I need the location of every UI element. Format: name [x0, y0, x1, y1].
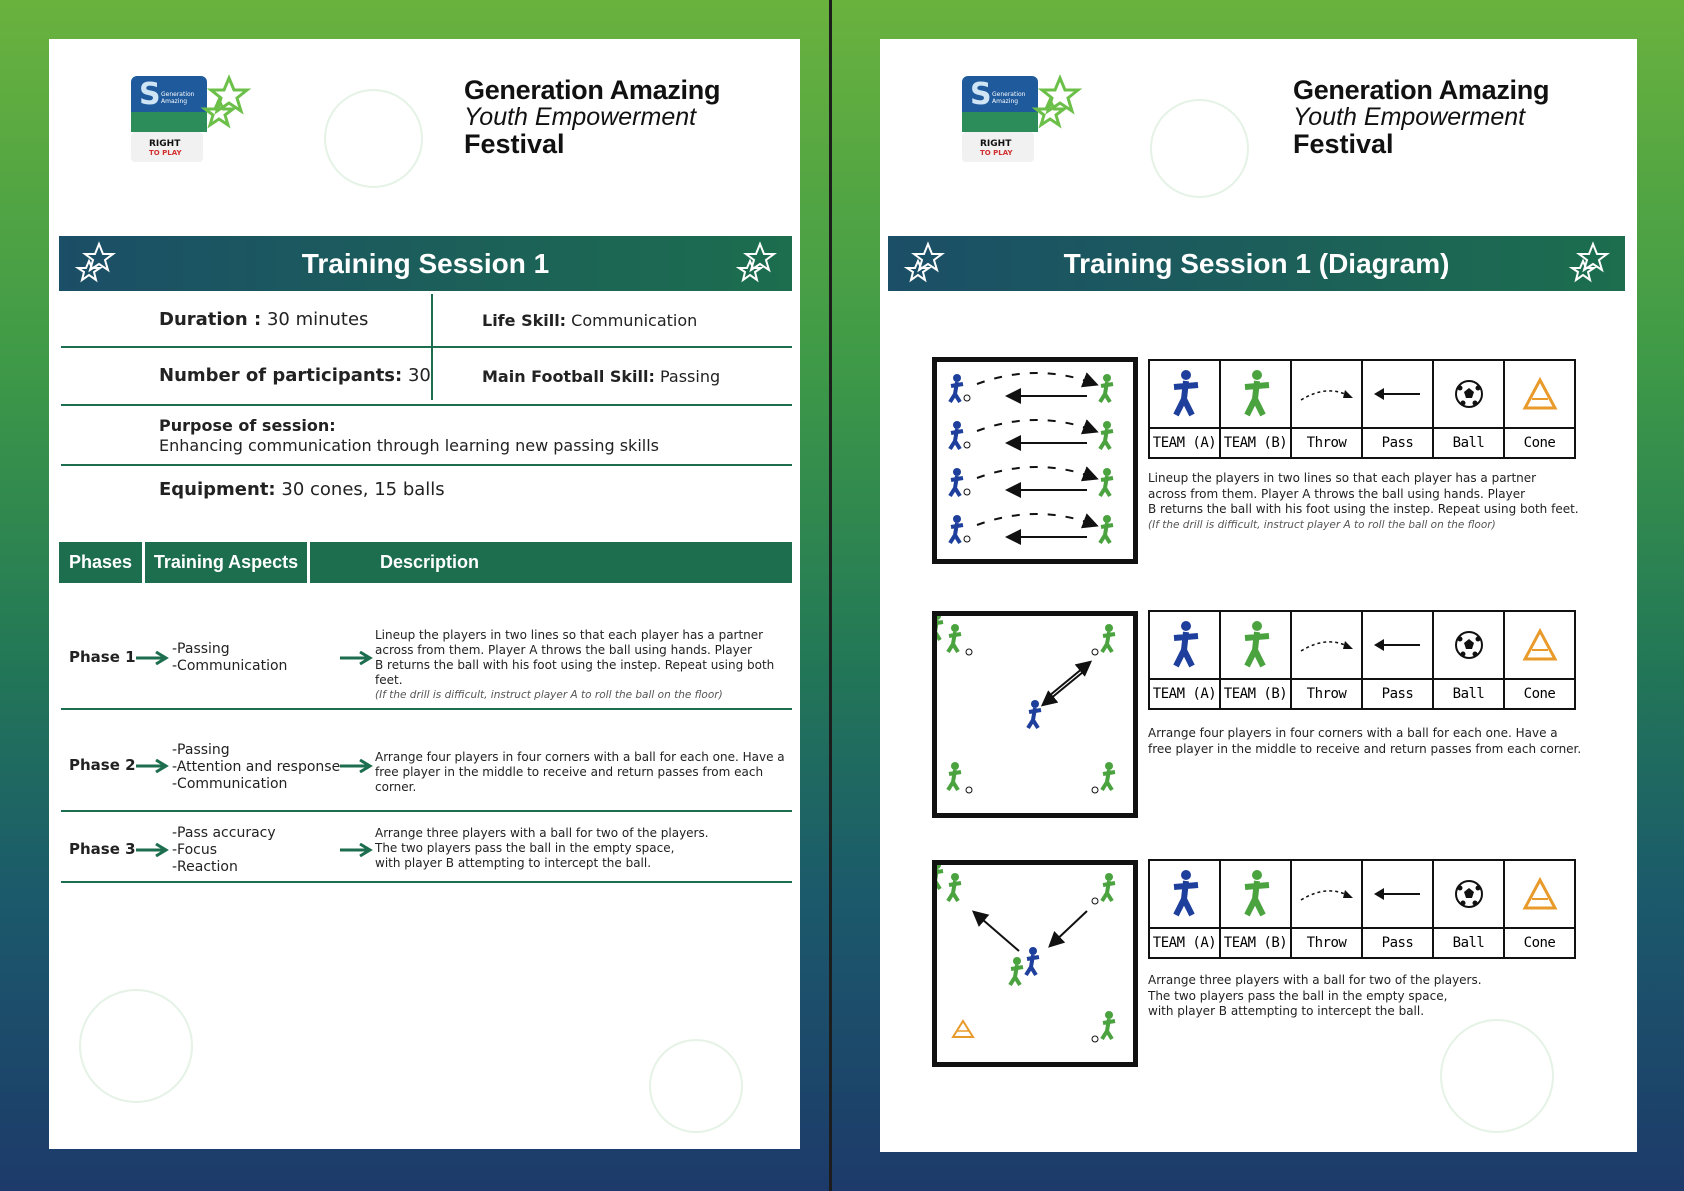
legend-label: TEAM (B): [1221, 678, 1290, 708]
brand-line-3: Festival: [1293, 129, 1394, 159]
legend-pass: [1363, 612, 1434, 708]
legend-label: Ball: [1434, 678, 1503, 708]
participants-label: Number of participants:: [159, 365, 403, 386]
page-title: Training Session 1 (Diagram): [1063, 247, 1450, 279]
phase-1-aspects: [172, 641, 287, 675]
legend-throw: [1292, 612, 1363, 708]
pass-arrow-icon: [1374, 887, 1422, 901]
ball-icon: [1454, 630, 1484, 660]
legend-label: Throw: [1292, 927, 1361, 957]
svg-text:Amazing: Amazing: [161, 98, 188, 105]
legend-cone: [1505, 612, 1574, 708]
arrow-icon: [135, 843, 169, 857]
desc-line: B returns the ball with his foot using the instep. Repeat using both feet.: [375, 658, 775, 687]
legend-team-b: [1221, 861, 1292, 957]
legend-throw: [1292, 361, 1363, 457]
arrow-icon: [135, 759, 169, 773]
desc-line: Lineup the players in two lines so that each player has a partner: [375, 628, 764, 642]
legend-label: Pass: [1363, 678, 1432, 708]
drill-3-diagram: [937, 865, 1133, 1062]
generation-amazing-logo: [127, 72, 257, 164]
right-page: [880, 39, 1637, 1152]
brand-line-1: Generation Amazing: [464, 75, 721, 105]
aspect: -Focus: [172, 842, 218, 858]
desc-line: Arrange three players with a ball for two of the players.: [1148, 973, 1482, 987]
legend-pass: [1363, 361, 1434, 457]
pass-arrow-icon: [1374, 387, 1422, 401]
team-a-icon: [1168, 620, 1202, 670]
phase-1-label: Phase 1: [69, 648, 136, 666]
desc-line: with player B attempting to intercept the ball.: [375, 856, 652, 870]
svg-text:RIGHT: RIGHT: [149, 139, 181, 149]
arrow-icon: [339, 759, 373, 773]
aspect: -Communication: [172, 658, 288, 674]
ball-icon: [1454, 879, 1484, 909]
brand-line-3: Festival: [464, 129, 565, 159]
legend-pass: [1363, 861, 1434, 957]
svg-text:TO PLAY: TO PLAY: [980, 149, 1013, 157]
brand-title: [1293, 77, 1549, 158]
desc-line: Arrange three players with a ball for two of the players.: [375, 826, 709, 840]
phase-3-label: Phase 3: [69, 840, 136, 858]
info-divider: [431, 294, 433, 346]
desc-note: (If the drill is difficult, instruct player A to roll the ball on the floor): [1148, 518, 1496, 531]
row-divider: [61, 881, 792, 883]
legend-1: [1148, 359, 1576, 459]
team-b-icon: [1239, 869, 1273, 919]
diagram-2-description: [1148, 726, 1588, 757]
diagram-1-description: [1148, 471, 1588, 533]
legend-label: TEAM (A): [1150, 427, 1219, 457]
phases-header: Phases: [59, 542, 142, 583]
cone-icon: [1522, 628, 1558, 662]
star-icon: [1567, 241, 1611, 285]
desc-line: with player B attempting to intercept the ball.: [1148, 1004, 1425, 1018]
duration-value: 30 minutes: [266, 309, 369, 330]
aspects-header: Training Aspects: [145, 542, 307, 583]
description-header: Description: [310, 542, 792, 583]
row-divider: [61, 404, 792, 406]
football-skill-value: Passing: [659, 367, 721, 386]
page-divider: [829, 0, 832, 1191]
life-skill-label: Life Skill:: [482, 311, 567, 330]
duration-label: Duration :: [159, 309, 262, 330]
purpose-info: [159, 416, 659, 456]
svg-text:TO PLAY: TO PLAY: [149, 149, 182, 157]
row-divider: [61, 346, 792, 348]
brand-title: [464, 77, 720, 158]
row-divider: [61, 810, 792, 812]
legend-ball: [1434, 861, 1505, 957]
purpose-label: Purpose of session:: [159, 416, 336, 435]
desc-line: The two players pass the ball in the empty space,: [375, 841, 675, 855]
arrow-icon: [135, 651, 169, 665]
drill-field-3: [932, 860, 1138, 1067]
desc-line: across from them. Player A throws the ball using hands. Player: [1148, 486, 1526, 501]
session-title-banner: [59, 236, 792, 291]
legend-label: Ball: [1434, 927, 1503, 957]
aspect: -Communication: [172, 776, 288, 792]
brand-line-1: Generation Amazing: [1293, 75, 1550, 105]
legend-ball: [1434, 612, 1505, 708]
legend-team-a: [1150, 361, 1221, 457]
pass-arrow-icon: [1374, 638, 1422, 652]
aspect: -Reaction: [172, 859, 238, 875]
arrow-icon: [339, 843, 373, 857]
aspect: -Passing: [172, 641, 230, 657]
arrow-icon: [339, 651, 373, 665]
phase-2-label: Phase 2: [69, 756, 136, 774]
phase-3-description: [375, 826, 795, 871]
svg-text:Amazing: Amazing: [992, 98, 1019, 105]
drill-field-2: [932, 611, 1138, 818]
legend-label: Pass: [1363, 927, 1432, 957]
throw-arrow-icon: [1299, 384, 1355, 404]
legend-team-a: [1150, 612, 1221, 708]
brand-line-2: Youth Empowerment: [1293, 103, 1526, 131]
desc-line: B returns the ball with his foot using the instep. Repeat using both feet.: [1148, 502, 1579, 516]
aspect: -Attention and response: [172, 759, 341, 775]
svg-text:Generation: Generation: [161, 91, 195, 98]
team-a-icon: [1168, 369, 1202, 419]
team-b-icon: [1239, 369, 1273, 419]
desc-line: across from them. Player A throws the ball using hands. Player: [375, 643, 753, 657]
phase-2-aspects: [172, 742, 340, 793]
legend-3: [1148, 859, 1576, 959]
legend-team-b: [1221, 361, 1292, 457]
phase-3-aspects: [172, 825, 276, 876]
star-icon: [734, 241, 778, 285]
brand-line-2: Youth Empowerment: [464, 103, 697, 131]
svg-text:S: S: [139, 77, 161, 112]
aspect: -Passing: [172, 742, 230, 758]
desc-line: free player in the middle to receive and return passes from each corner.: [375, 765, 764, 794]
desc-line: Arrange four players in four corners with a ball for each one. Have a: [375, 750, 785, 764]
legend-label: Ball: [1434, 427, 1503, 457]
legend-team-a: [1150, 861, 1221, 957]
svg-text:RIGHT: RIGHT: [980, 139, 1012, 149]
legend-label: Throw: [1292, 427, 1361, 457]
phase-2-description: [375, 750, 800, 795]
duration-info: [159, 309, 368, 330]
desc-line: The two players pass the ball in the empty space,: [1148, 988, 1448, 1003]
legend-label: Pass: [1363, 427, 1432, 457]
drill-2-diagram: [937, 616, 1133, 813]
desc-line: Lineup the players in two lines so that each player has a partner: [1148, 471, 1537, 485]
legend-cone: [1505, 361, 1574, 457]
legend-label: Cone: [1505, 927, 1574, 957]
svg-text:S: S: [970, 77, 992, 112]
football-skill-info: [482, 367, 720, 386]
purpose-value: Enhancing communication through learning new passing skills: [159, 436, 659, 455]
desc-line: Arrange four players in four corners with a ball for each one. Have a: [1148, 726, 1558, 740]
life-skill-info: [482, 311, 697, 330]
row-divider: [61, 464, 792, 466]
throw-arrow-icon: [1299, 884, 1355, 904]
team-a-icon: [1168, 869, 1202, 919]
info-divider: [431, 348, 433, 400]
legend-label: TEAM (B): [1221, 427, 1290, 457]
legend-throw: [1292, 861, 1363, 957]
aspect: -Pass accuracy: [172, 825, 276, 841]
participants-value: 30: [407, 365, 431, 386]
star-icon: [902, 241, 946, 285]
left-page: [49, 39, 800, 1149]
legend-2: [1148, 610, 1576, 710]
cone-icon: [1522, 377, 1558, 411]
drill-field-1: [932, 357, 1138, 564]
legend-label: TEAM (A): [1150, 927, 1219, 957]
legend-label: Cone: [1505, 678, 1574, 708]
diagram-title-banner: [888, 236, 1625, 291]
football-skill-label: Main Football Skill:: [482, 367, 655, 386]
drill-1-diagram: [937, 362, 1133, 559]
star-icon: [73, 241, 117, 285]
legend-label: Throw: [1292, 678, 1361, 708]
page-title: Training Session 1: [301, 247, 550, 279]
ball-icon: [1454, 379, 1484, 409]
equipment-info: [159, 479, 445, 500]
throw-arrow-icon: [1299, 635, 1355, 655]
phase-1-description: [375, 628, 795, 703]
equipment-label: Equipment:: [159, 479, 276, 500]
participants-info: [159, 365, 431, 386]
diagram-3-description: [1148, 973, 1588, 1020]
legend-label: TEAM (A): [1150, 678, 1219, 708]
legend-team-b: [1221, 612, 1292, 708]
legend-label: TEAM (B): [1221, 927, 1290, 957]
equipment-value: 30 cones, 15 balls: [281, 479, 445, 500]
cone-icon: [1522, 877, 1558, 911]
legend-ball: [1434, 361, 1505, 457]
generation-amazing-logo: [958, 72, 1088, 164]
team-b-icon: [1239, 620, 1273, 670]
legend-label: Cone: [1505, 427, 1574, 457]
svg-text:Generation: Generation: [992, 91, 1026, 98]
desc-note: (If the drill is difficult, instruct player A to roll the ball on the floor): [375, 689, 723, 701]
life-skill-value: Communication: [571, 311, 698, 330]
legend-cone: [1505, 861, 1574, 957]
desc-line: free player in the middle to receive and return passes from each corner.: [1148, 741, 1582, 756]
row-divider: [61, 708, 792, 710]
